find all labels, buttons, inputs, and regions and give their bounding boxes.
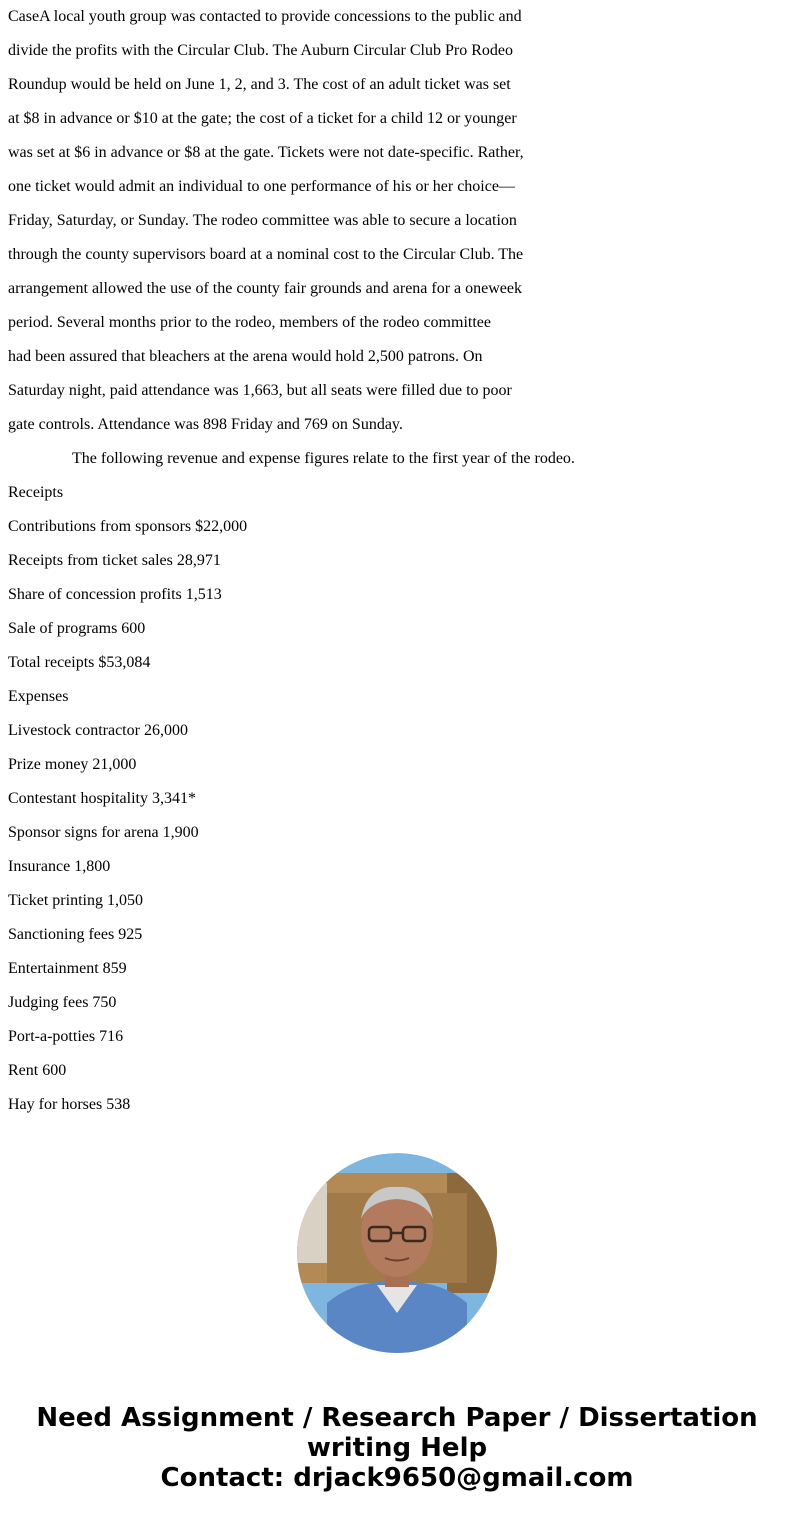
expense-item: Insurance 1,800 [8, 858, 111, 875]
expense-item: Sponsor signs for arena 1,900 [8, 824, 199, 841]
expense-item: Judging fees 750 [8, 994, 117, 1011]
footer-line-2: writing Help [306, 1433, 488, 1463]
paragraph-line: gate controls. Attendance was 898 Friday and 769 on Sunday. [8, 416, 403, 433]
paragraph-line: one ticket would admit an individual to one performance of his or her choice— [8, 178, 515, 195]
expense-item: Ticket printing 1,050 [8, 892, 143, 909]
paragraph-line: period. Several months prior to the rodeo, members of the rodeo committee [8, 314, 491, 331]
intro-line: The following revenue and expense figures relate to the first year of the rodeo. [72, 450, 575, 467]
paragraph-line: Friday, Saturday, or Sunday. The rodeo committee was able to secure a location [8, 212, 517, 229]
expense-item: Entertainment 859 [8, 960, 127, 977]
paragraph-line: arrangement allowed the use of the county fair grounds and arena for a oneweek [8, 280, 523, 297]
receipt-item: Share of concession profits 1,513 [8, 586, 222, 603]
expense-item: Port-a-potties 716 [8, 1028, 124, 1045]
receipt-item: Receipts from ticket sales 28,971 [8, 552, 221, 569]
paragraph-line: divide the profits with the Circular Club. The Auburn Circular Club Pro Rodeo [8, 42, 513, 59]
receipts-heading: Receipts [8, 484, 64, 501]
receipt-item: Sale of programs 600 [8, 620, 146, 637]
paragraph-line: was set at $6 in advance or $8 at the gate. Tickets were not date-specific. Rather, [8, 144, 524, 161]
expense-item: Livestock contractor 26,000 [8, 722, 188, 739]
document-body [8, 0, 788, 1122]
footer-line-1: Need Assignment / Research Paper / Dissertation [36, 1403, 758, 1433]
expense-item: Contestant hospitality 3,341* [8, 790, 196, 807]
paragraph-line: Saturday night, paid attendance was 1,663, but all seats were filled due to poor [8, 382, 512, 399]
paragraph-line: Roundup would be held on June 1, 2, and 3. The cost of an adult ticket was set [8, 76, 511, 93]
avatar [297, 1153, 497, 1353]
receipt-item: Contributions from sponsors $22,000 [8, 518, 248, 535]
expenses-heading: Expenses [8, 688, 69, 705]
expense-item: Hay for horses 538 [8, 1096, 131, 1113]
receipts-total: Total receipts $53,084 [8, 654, 151, 671]
paragraph-line: CaseA local youth group was contacted to provide concessions to the public and [8, 8, 522, 25]
expense-item: Sanctioning fees 925 [8, 926, 143, 943]
paragraph-line: at $8 in advance or $10 at the gate; the cost of a ticket for a child 12 or younger [8, 110, 517, 127]
paragraph-line: through the county supervisors board at a nominal cost to the Circular Club. The [8, 246, 524, 263]
paragraph-line: had been assured that bleachers at the arena would hold 2,500 patrons. On [8, 348, 483, 365]
footer-banner [0, 1403, 794, 1493]
expense-item: Prize money 21,000 [8, 756, 137, 773]
footer-contact: Contact: drjack9650@gmail.com [160, 1463, 634, 1493]
avatar-portrait [297, 1153, 497, 1353]
expense-item: Rent 600 [8, 1062, 67, 1079]
